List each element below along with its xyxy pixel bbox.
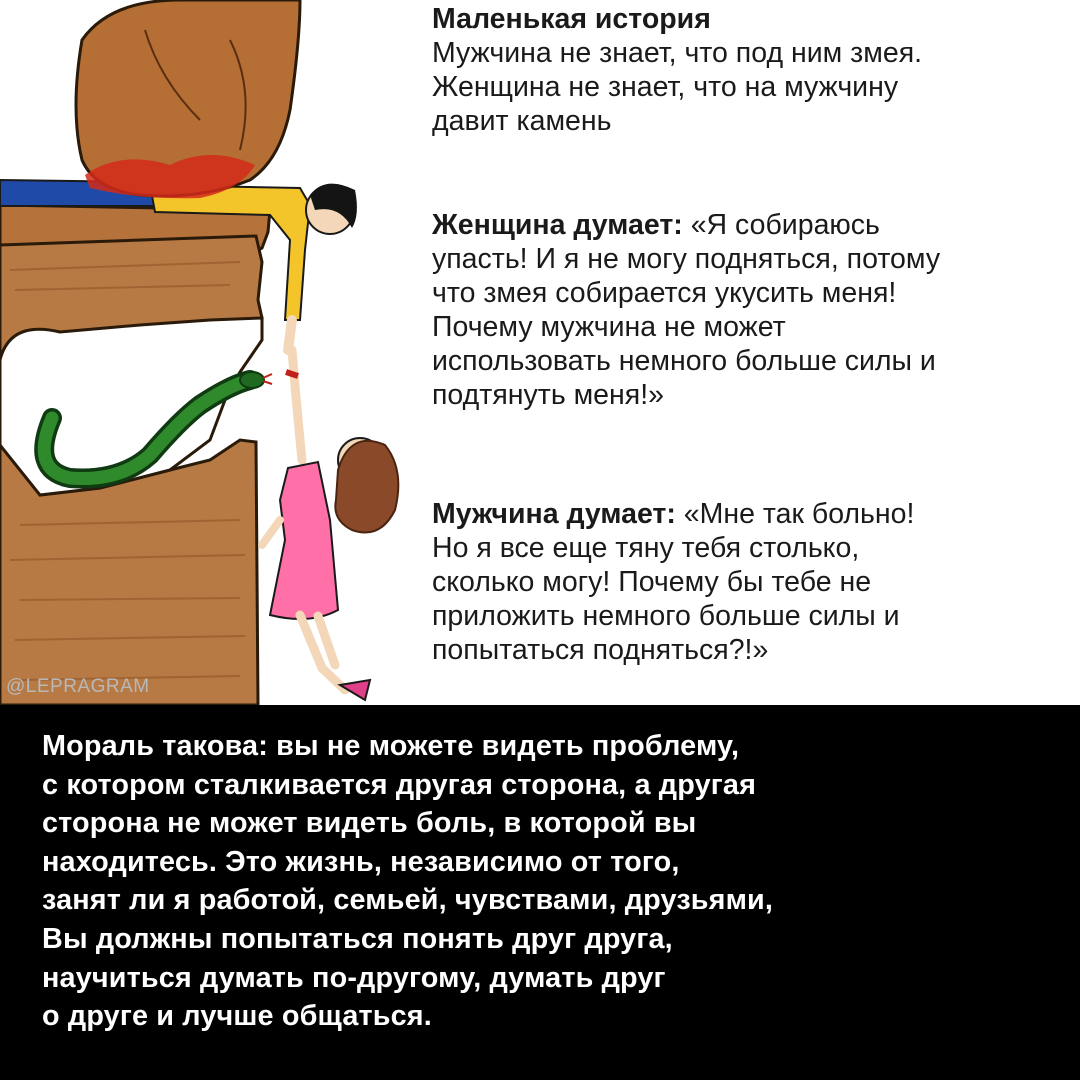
- moral-line: Вы должны попытаться понять друг друга,: [42, 922, 673, 955]
- man-line: попытаться подняться?!»: [432, 634, 769, 666]
- moral-line: Мораль такова: вы не можете видеть проблему,: [42, 730, 740, 762]
- woman-thought: [432, 208, 940, 412]
- woman-legs: [300, 615, 345, 690]
- woman-line: подтянуть меня!»: [432, 379, 664, 411]
- moral-line: о друге и лучше общаться.: [42, 1000, 432, 1033]
- illustration: [0, 0, 430, 705]
- moral-banner: [0, 705, 1080, 1080]
- woman-arm: [292, 350, 302, 460]
- story-title: Маленькая история: [432, 3, 711, 35]
- woman-hair: [335, 441, 398, 533]
- woman-line: что змея собирается укусить меня!: [432, 277, 897, 309]
- woman-line: упасть! И я не могу подняться, потому: [432, 243, 941, 275]
- man-label: Мужчина думает:: [432, 498, 676, 530]
- man-thought-start: «Мне так больно!: [675, 498, 915, 530]
- woman-dress: [270, 462, 338, 619]
- woman-line: Почему мужчина не может: [432, 311, 786, 343]
- intro-line: Мужчина не знает, что под ним змея.: [432, 37, 923, 69]
- moral-line: с котором сталкивается другая сторона, а другая: [42, 768, 757, 801]
- moral-line: научиться думать по-другому, думать друг: [42, 961, 666, 994]
- story-intro: [432, 2, 922, 138]
- woman-thought-start: «Я собираюсь: [682, 209, 880, 241]
- man-thought: [432, 497, 914, 667]
- moral-line: занят ли я работой, семьей, чувствами, друзьями,: [42, 884, 774, 917]
- man-line: приложить немного больше силы и: [432, 600, 900, 632]
- man-line: Но я все еще тяну тебя столько,: [432, 532, 860, 564]
- woman-label: Женщина думает:: [432, 209, 683, 241]
- intro-line: давит камень: [432, 105, 612, 137]
- woman-line: использовать немного больше силы и: [432, 345, 936, 377]
- watermark: @LEPRAGRAM: [6, 676, 150, 697]
- moral-text: [42, 727, 773, 1036]
- man-line: сколько могу! Почему бы тебе не: [432, 566, 872, 598]
- moral-line: находитесь. Это жизнь, независимо от того,: [42, 845, 680, 878]
- intro-line: Женщина не знает, что на мужчину: [432, 71, 899, 103]
- moral-line: сторона не может видеть боль, в которой вы: [42, 807, 697, 840]
- snake-head: [240, 372, 264, 388]
